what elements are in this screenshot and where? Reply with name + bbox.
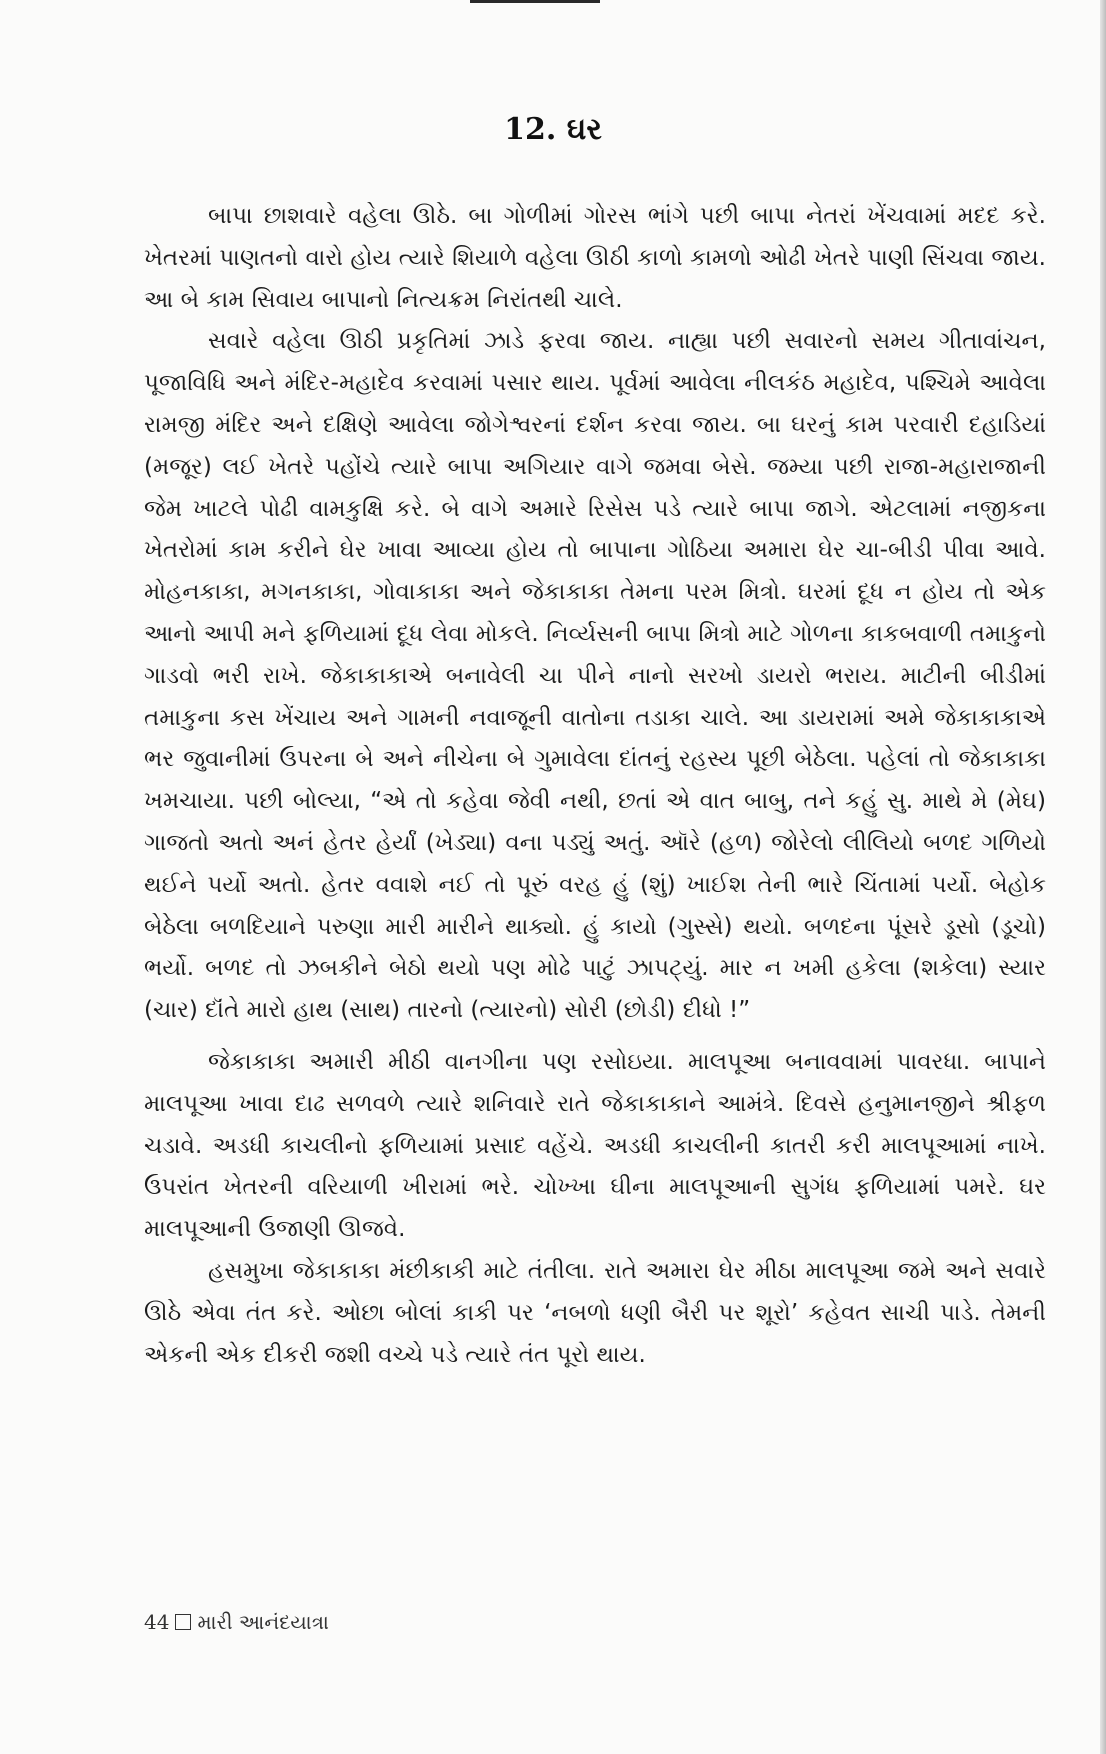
paragraph-3: જેકાકાકા અમારી મીઠી વાનગીના પણ રસોઇયા. માલપૂઆ બનાવવામાં પાવરધા. બાપાને માલપૂઆ ખાવા દાઢ સળવળે ત્યારે શનિવારે રાતે જેકાકાકાને આમંત્રે. દિવસે હનુમાનજીને શ્રીફળ ચડાવે. અડધી કાચલીનો ફળિયામાં પ્રસાદ વહેંચે. અડધી કાચલીની કાતરી કરી માલપૂઆમાં નાખે. ઉપરાંત ખેતરની વરિયાળી ખીરામાં ભરે. ચોખ્ખા ઘીના માલપૂઆની સુગંધ ફળિયામાં પમરે. ઘર માલપૂઆની ઉજાણી ઊજવે. — [144, 1048, 1046, 1243]
top-rule — [470, 0, 600, 3]
book-title: મારી આનંદયાત્રા — [197, 1610, 329, 1634]
paragraph-gap — [144, 1032, 1046, 1042]
chapter-body — [144, 196, 1046, 1376]
paragraph-1: બાપા છાશવારે વહેલા ઊઠે. બા ગોળીમાં ગોરસ ભાંગે પછી બાપા નેતરાં ખેંચવામાં મદદ કરે. ખેતરમાં પાણતનો વારો હોય ત્યારે શિયાળે વહેલા ઊઠી કાળો કામળો ઓઢી ખેતરે પાણી સિંચવા જાય. આ બે કામ સિવાય બાપાનો નિત્યક્રમ નિરાંતથી ચાલે. — [144, 203, 1046, 313]
paragraph-4: હસમુખા જેકાકાકા મંછીકાકી માટે તંતીલા. રાતે અમારા ઘેર મીઠા માલપૂઆ જમે અને સવારે ઊઠે એવા તંત કરે. ઓછા બોલાં કાકી પર ‘નબળો ધણી બૈરી પર શૂરો’ કહેવત સાચી પાડે. તેમની એકની એક દીકરી જશી વચ્ચે પડે ત્યારે તંત પૂરો થાય. — [144, 1257, 1046, 1368]
chapter-title: 12. ઘર — [504, 112, 602, 147]
page-number: 44 — [144, 1610, 170, 1634]
page-edge-shadow — [1100, 0, 1106, 1754]
paragraph-2: સવારે વહેલા ઊઠી પ્રકૃતિમાં ઝાડે ફરવા જાય. નાહ્યા પછી સવારનો સમય ગીતાવાંચન, પૂજાવિધિ અને મંદિર-મહાદેવ કરવામાં પસાર થાય. પૂર્વમાં આવેલા નીલકંઠ મહાદેવ, પશ્ચિમે આવેલા રામજી મંદિર અને દક્ષિણે આવેલા જોગેશ્વરનાં દર્શન કરવા જાય. બા ઘરનું કામ પરવારી દહાડિયાં (મજૂર) લઈ ખેતરે પહોંચે ત્યારે બાપા અગિયાર વાગે જમવા બેસે. જમ્યા પછી રાજા-મહારાજાની જેમ ખાટલે પોઢી વામકુક્ષિ કરે. બે વાગે અમારે રિસેસ પડે ત્યારે બાપા જાગે. એટલામાં નજીકના ખેતરોમાં કામ કરીને ઘેર ખાવા આવ્યા હોય તો બાપાના ગોઠિયા અમારા ઘેર ચા-બીડી પીવા આવે. મોહનકાકા, મગનકાકા, ગોવાકાકા અને જેકાકાકા તેમના પરમ મિત્રો. ઘરમાં દૂધ ન હોય તો એક આનો આપી મને ફળિયામાં દૂધ લેવા મોકલે. નિર્વ્યસની બાપા મિત્રો માટે ગોળના કાકબવાળી તમાકુનો ગાડવો ભરી રાખે. જેકાકાકાએ બનાવેલી ચા પીને નાનો સરખો ડાયરો ભરાય. માટીની બીડીમાં તમાકુના કસ ખેંચાય અને ગામની નવાજૂની વાતોના તડાકા ચાલે. આ ડાયરામાં અમે જેકાકાકાએ ભર જુવાનીમાં ઉપરના બે અને નીચેના બે ગુમાવેલા દાંતનું રહસ્ય પૂછી બેઠેલા. પહેલાં તો જેકાકાકા ખમચાયા. પછી બોલ્યા, “એ તો કહેવા જેવી નથી, છતાં એ વાત બાબુ, તને કહું સુ. માથે મે (મેઘ) ગાજતો અતો અનં હેતર હેર્યાં (ખેડ્યા) વના પડ્યું અતું. ઑરે (હળ) જોરેલો લીલિયો બળદ ગળિયો થઈને પર્યો અતો. હેતર વવાશે નઈ તો પૂરું વરહ હું (શું) ખાઈશ તેની ભારે ચિંતામાં પર્યો. બેહોક બેઠેલા બળદિયાને પરુણા મારી મારીને થાક્યો. હું કાયો (ગુસ્સે) થયો. બળદના પૂંસરે ડૂસો (ડૂચો) ભર્યો. બળદ તો ઝબકીને બેઠો થયો પણ મોઢે પાટું ઝાપટ્યું. માર ન ખમી હકેલા (શકેલા) સ્યાર (ચાર) દૉંતે મારો હાથ (સાથ) તારનો (ત્યારનો) સોરી (છોડી) દીધો !” — [144, 328, 1046, 1024]
square-separator-icon — [175, 1614, 191, 1630]
page-footer — [144, 1610, 329, 1634]
